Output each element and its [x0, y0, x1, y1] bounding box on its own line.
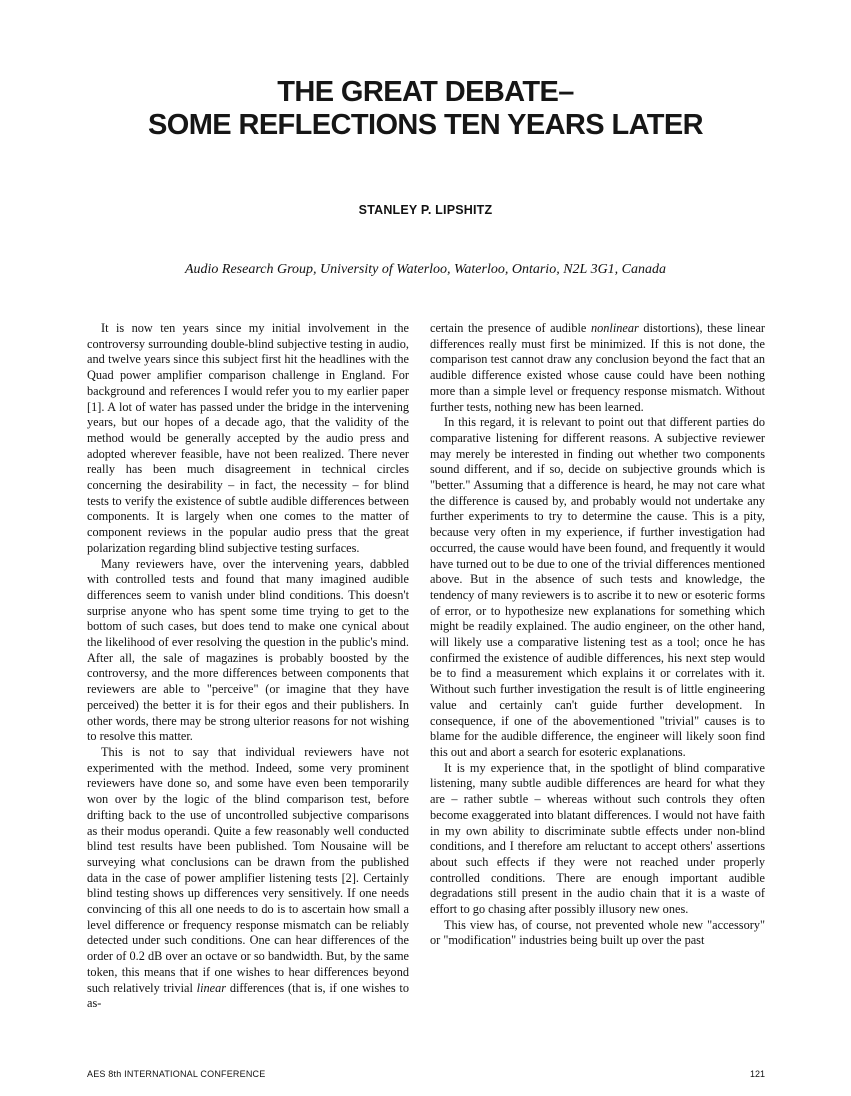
left-paragraph-3-text-b: differences (that is, if one wishes to as-: [87, 980, 409, 1011]
right-paragraph-3: It is my experience that, in the spotlight of blind comparative listening, many subtle audible differences are heard for what they are – rather subtle – whereas without such controls they often become exaggerated into blatant differences. I would not have faith in my own ability to discriminate subtle effects under non-blind conditions, and I therefore am reluctant to accept others' assertions about such effects if they were not reached under properly controlled conditions. There are enough important audible degradations still present in the audio chain that it is a waste of effort to go chasing after possibly illusory new ones.: [430, 760, 765, 917]
right-column: [430, 321, 765, 949]
paper-title: [0, 76, 851, 142]
conference-footer: AES 8th INTERNATIONAL CONFERENCE: [87, 1069, 266, 1079]
left-column: [87, 321, 409, 1012]
left-paragraph-2: Many reviewers have, over the intervening years, dabbled with controlled tests and found that many imagined audible differences seem to vanish under blind conditions. This doesn't surprise anyone who has spent some time trying to get to the bottom of such cases, but does tend to make one cynical about the likelihood of ever resolving the question in the public's mind. After all, the sale of magazines is probably boosted by the controversy, and the more differences between components that reviewers are able to "perceive" (or imagine that they have perceived) the better it is for their egos and their publishers. In other words, there may be strong ulterior reasons for not wishing to resolve this matter.: [87, 556, 409, 744]
left-paragraph-3-text-a: This is not to say that individual reviewers have not experimented with the method. Indeed, some very prominent reviewers have done so, and some have even been temporarily won over by the logic of the blind comparison test, before drifting back to the use of uncontrolled subjective comparisons as their modus operandi. Quite a few reasonably well conducted blind test results have been published. Tom Nousaine will be surveying what conclusions can be drawn from the published data in the case of power amplifier listening tests [2]. Certainly blind testing shows up differences very sensitively. If one needs convincing of this all one needs to do is to ascertain how small a level difference or frequency response mismatch can be reliably detected under such conditions. One can hear differences of the order of 0.2 dB over an octave or so bandwidth. But, by the same token, this means that if one wishes to hear differences beyond such relatively trivial: [87, 744, 409, 995]
right-paragraph-1-emphasis: nonlinear: [590, 321, 639, 335]
page-number: 121: [749, 1069, 765, 1079]
left-paragraph-3-emphasis: linear: [196, 980, 227, 995]
right-paragraph-1-text-a: certain the presence of audible: [430, 321, 591, 335]
left-paragraph-1: It is now ten years since my initial involvement in the controversy surrounding double-blind subjective testing in audio, and twelve years since this subject first hit the headlines with the Quad power amplifier comparison challenge in England. For background and references I would refer you to my earlier paper [1]. A lot of water has passed under the bridge in the intervening years, but our hopes of a decade ago, that the validity of the method would be generally accepted by the audio press and adopted wherever feasible, have not been realized. There never really has been much disagreement in technical circles concerning the desirability – in fact, the necessity – for blind tests to verify the existence of subtle audible differences between components. It is largely when one comes to the matter of component reviews in the popular audio press that the great polarization regarding blind subjective testing surfaces.: [87, 321, 409, 555]
right-paragraph-1-text-b: distortions), these linear differences really must first be minimized. If this is not done, the comparison test cannot draw any conclusion beyond the fact that an audible difference existed whose cause could have been nothing more than a simple level or frequency response mismatch. Without further tests, nothing new has been learned.: [430, 321, 765, 414]
right-paragraph-2: In this regard, it is relevant to point out that different parties do comparative listening for different reasons. A subjective reviewer may merely be interested in finding out whether two components sound different, and if so, decide on subjective grounds which is "better." Assuming that a difference is heard, he may not care what the difference is caused by, and probably would not undertake any further experiments to try to determine the cause. This is a pity, because very often in my experience, if further investigation had occurred, the cause would have been found, and frequently it would have turned out to be due to one of the trivial differences mentioned above. But in the absence of such tests and knowledge, the tendency of many reviewers is to ascribe it to new or esoteric forms of error, or to hypothesize new explanations for something which might be readily explained. The audio engineer, on the other hand, will likely use a comparative listening test as a tool; once he has confirmed the existence of audible differences, his next step would be to find a measurement which explains it or correlates with it. Without such further investigation the result is of little engineering value and certainly can't guide further development. In consequence, if one of the abovementioned "trivial" causes is to blame for the audible difference, the engineer will likely soon find this out and abort a search for esoteric explanations.: [430, 415, 765, 759]
author-name: STANLEY P. LIPSHITZ: [358, 203, 493, 217]
right-paragraph-1: [430, 321, 765, 415]
title-line-1: THE GREAT DEBATE–: [277, 76, 574, 108]
title-line-2: SOME REFLECTIONS TEN YEARS LATER: [148, 109, 703, 141]
right-paragraph-4: This view has, of course, not prevented whole new "accessory" or "modification" industries being built up over the past: [430, 917, 765, 948]
left-paragraph-3: [87, 745, 409, 1012]
author-affiliation: Audio Research Group, University of Waterloo, Waterloo, Ontario, N2L 3G1, Canada: [184, 262, 667, 277]
